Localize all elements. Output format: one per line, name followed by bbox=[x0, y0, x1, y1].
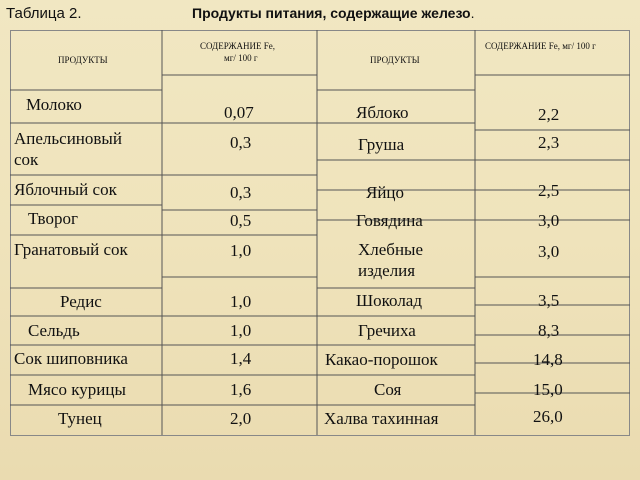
right-row-3-value: 2,5 bbox=[538, 181, 560, 200]
caption-title-text: Продукты питания, содержащие железо bbox=[192, 5, 471, 21]
left-row-9-name: Мясо курицы bbox=[28, 380, 126, 399]
right-row-4-value: 3,0 bbox=[538, 211, 560, 230]
right-row-5-value: 3,0 bbox=[538, 242, 560, 261]
left-row-5-name: Гранатовый сок bbox=[14, 240, 128, 259]
header-products-right: ПРОДУКТЫ bbox=[370, 55, 420, 65]
table-caption-label: Таблица 2. bbox=[6, 5, 82, 22]
right-row-1-name: Яблоко bbox=[356, 103, 409, 122]
left-row-8-name: Сок шиповника bbox=[14, 349, 128, 368]
right-row-10-name: Халва тахинная bbox=[324, 409, 439, 428]
right-row-8-value: 14,8 bbox=[533, 350, 563, 369]
table-grid-lines bbox=[10, 30, 630, 436]
left-row-2-name-cont: сок bbox=[14, 150, 39, 169]
right-row-9-value: 15,0 bbox=[533, 380, 563, 399]
right-row-6-value: 3,5 bbox=[538, 291, 560, 310]
left-row-10-name: Тунец bbox=[58, 409, 102, 428]
left-row-2-value: 0,3 bbox=[230, 133, 252, 152]
header-content-left-line2: мг/ 100 г bbox=[224, 53, 258, 63]
right-row-2-name: Груша bbox=[358, 135, 405, 154]
right-row-7-value: 8,3 bbox=[538, 321, 560, 340]
left-row-3-value: 0,3 bbox=[230, 183, 252, 202]
right-row-3-name: Яйцо bbox=[366, 183, 405, 202]
right-row-1-value: 2,2 bbox=[538, 105, 560, 124]
left-row-6-name: Редис bbox=[60, 292, 102, 311]
left-row-1-value: 0,07 bbox=[224, 103, 254, 122]
right-row-5-name-cont: изделия bbox=[358, 261, 416, 280]
left-row-5-value: 1,0 bbox=[230, 241, 252, 260]
header-content-left-line1: СОДЕРЖАНИЕ Fe, bbox=[200, 41, 275, 51]
iron-content-table bbox=[10, 30, 630, 436]
header-content-right: СОДЕРЖАНИЕ Fe, мг/ 100 г bbox=[485, 41, 596, 51]
caption-title-end: . bbox=[470, 5, 475, 21]
left-row-4-name: Творог bbox=[28, 209, 78, 228]
right-row-5-name: Хлебные bbox=[358, 240, 424, 259]
header-products-left: ПРОДУКТЫ bbox=[58, 55, 108, 65]
right-row-9-name: Соя bbox=[374, 380, 402, 399]
left-row-8-value: 1,4 bbox=[230, 349, 252, 368]
left-row-3-name: Яблочный сок bbox=[14, 180, 117, 199]
right-row-4-name: Говядина bbox=[356, 211, 423, 230]
right-row-6-name: Шоколад bbox=[356, 291, 422, 310]
left-row-7-name: Сельдь bbox=[28, 321, 80, 340]
right-row-7-name: Гречиха bbox=[358, 321, 416, 340]
left-row-10-value: 2,0 bbox=[230, 409, 252, 428]
left-row-9-value: 1,6 bbox=[230, 380, 252, 399]
left-row-6-value: 1,0 bbox=[230, 292, 252, 311]
right-row-8-name: Какао-порошок bbox=[325, 350, 438, 369]
right-row-10-value: 26,0 bbox=[533, 407, 563, 426]
left-row-7-value: 1,0 bbox=[230, 321, 252, 340]
left-row-2-name: Апельсиновый bbox=[14, 129, 122, 148]
right-row-2-value: 2,3 bbox=[538, 133, 560, 152]
left-row-1-name: Молоко bbox=[26, 95, 82, 114]
table-caption-title bbox=[192, 5, 475, 21]
left-row-4-value: 0,5 bbox=[230, 211, 252, 230]
